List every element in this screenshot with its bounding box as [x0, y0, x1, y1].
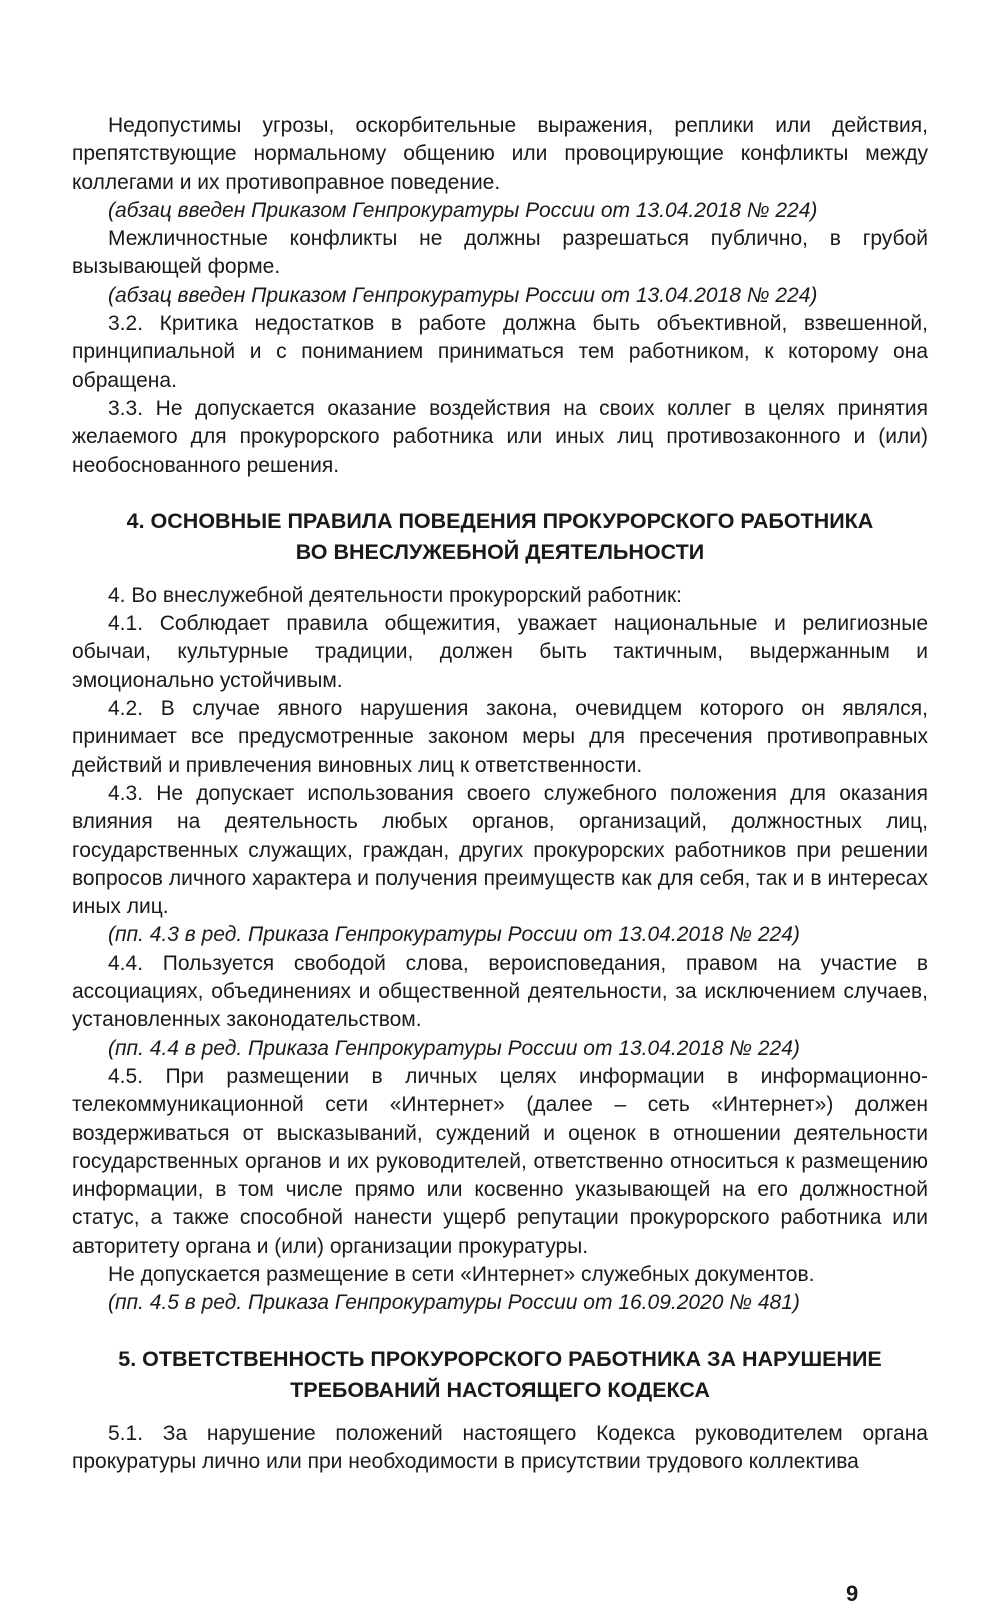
document-page [72, 112, 928, 1476]
amendment-note: (пп. 4.4 в ред. Приказа Генпрокуратуры России от 13.04.2018 № 224) [108, 1036, 800, 1060]
paragraph-4-2: 4.2. В случае явного нарушения закона, очевидцем которого он являлся, принимает все предусмотренные законом меры для пресечения противоправных действий и привлечения виновных лиц к ответственности. [72, 697, 928, 777]
amendment-note: (пп. 4.5 в ред. Приказа Генпрокуратуры России от 16.09.2020 № 481) [108, 1291, 800, 1315]
paragraph-4-5: 4.5. При размещении в личных целях информации в информационно-телекоммуникационной сети «Интернет» (далее – сеть «Интернет») должен воздерживаться от высказываний, суждений и оценок в отношении деятельности государственных органов и их руководителей, ответственно относиться к размещению информации, в том числе прямо или косвенно указывающей на его должностной статус, а также способной нанести ущерб репутации прокурорского работника или авторитету органа и (или) организации прокуратуры. [72, 1064, 928, 1258]
paragraph-4: 4. Во внеслужебной деятельности прокурорский работник: [108, 583, 682, 607]
section-4-heading [72, 506, 928, 568]
amendment-note: (абзац введен Приказом Генпрокуратуры России от 13.04.2018 № 224) [108, 198, 818, 222]
heading-line: 5. ОТВЕТСТВЕННОСТЬ ПРОКУРОРСКОГО РАБОТНИКА ЗА НАРУШЕНИЕ [118, 1346, 882, 1371]
page-number: 9 [846, 1581, 859, 1606]
section-4-body [72, 582, 928, 1318]
paragraph: Межличностные конфликты не должны разрешаться публично, в грубой вызывающей форме. [72, 227, 928, 279]
paragraph-5-1: 5.1. За нарушение положений настоящего Кодекса руководителем органа прокуратуры лично или при необходимости в присутствии трудового коллектива [72, 1421, 928, 1473]
amendment-note: (абзац введен Приказом Генпрокуратуры России от 13.04.2018 № 224) [108, 283, 818, 307]
paragraph-3-2: 3.2. Критика недостатков в работе должна быть объективной, взвешенной, принципиальной и с пониманием приниматься тем работником, к которому она обращена. [72, 312, 928, 392]
paragraph-3-3: 3.3. Не допускается оказание воздействия на своих коллег в целях принятия желаемого для прокурорского работника или иных лиц противозаконного и (или) необоснованного решения. [72, 396, 928, 477]
paragraph: Недопустимы угрозы, оскорбительные выражения, реплики или действия, препятствующие нормальному общению или провоцирующие конфликты между коллегами и их противоправное поведение. [72, 114, 928, 194]
paragraph-4-1: 4.1. Соблюдает правила общежития, уважает национальные и религиозные обычаи, культурные традиции, должен быть тактичным, выдержанным и эмоционально устойчивым. [72, 612, 928, 692]
paragraph-4-3: 4.3. Не допускает использования своего служебного положения для оказания влияния на деятельность любых органов, организаций, должностных лиц, государственных служащих, граждан, других прокурорских работников при решении вопросов личного характера и получения преимуществ как для себя, так и в интересах иных лиц. [72, 781, 928, 919]
section-5-heading [72, 1344, 928, 1406]
amendment-note: (пп. 4.3 в ред. Приказа Генпрокуратуры России от 13.04.2018 № 224) [108, 923, 800, 947]
block-section3-tail [72, 112, 928, 480]
paragraph-4-4: 4.4. Пользуется свободой слова, вероисповедания, правом на участие в ассоциациях, объединениях и общественной деятельности, за исключением случаев, установленных законодательством. [72, 951, 928, 1032]
heading-line: ВО ВНЕСЛУЖЕБНОЙ ДЕЯТЕЛЬНОСТИ [295, 539, 705, 564]
heading-line: 4. ОСНОВНЫЕ ПРАВИЛА ПОВЕДЕНИЯ ПРОКУРОРСКОГО РАБОТНИКА [126, 508, 874, 533]
paragraph: Не допускается размещение в сети «Интернет» служебных документов. [108, 1262, 815, 1286]
section-5-body [72, 1420, 928, 1477]
heading-line: ТРЕБОВАНИЙ НАСТОЯЩЕГО КОДЕКСА [290, 1377, 710, 1402]
